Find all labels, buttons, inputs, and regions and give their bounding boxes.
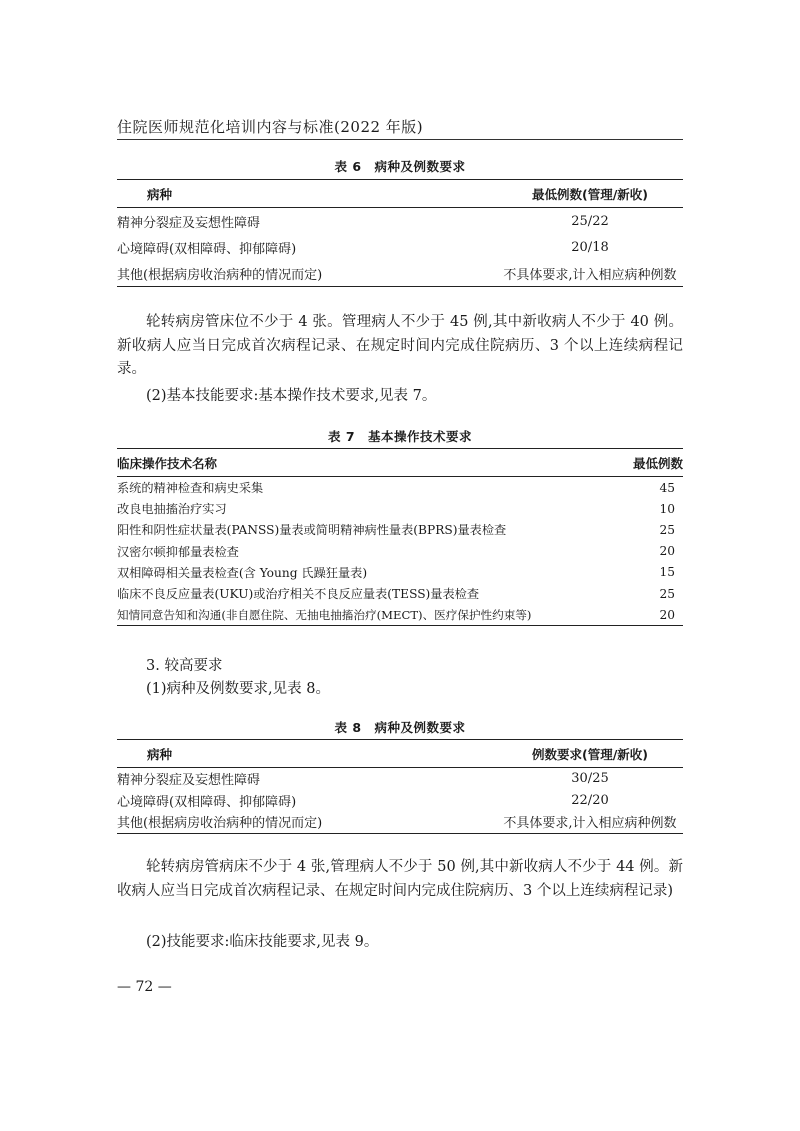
table8-cell: 其他(根据病房收治病种的情况而定) — [117, 811, 497, 833]
paragraph-disease-requirements: (1)病种及例数要求,见表 8。 — [146, 681, 330, 697]
table-row — [117, 519, 683, 540]
table8-cell: 心境障碍(双相障碍、抑郁障碍) — [117, 794, 297, 810]
table-row — [117, 604, 683, 626]
table7-cell: 系统的精神检查和病史采集 — [117, 481, 264, 496]
table7-header-technique: 临床操作技术名称 — [117, 449, 613, 477]
table6-cell: 25/22 — [571, 213, 609, 229]
table-row — [117, 234, 683, 260]
table-row — [117, 260, 683, 287]
table6-cell: 其他(根据病房收治病种的情况而定) — [117, 260, 497, 287]
table-row — [117, 790, 683, 812]
page-number: — 72 — — [117, 979, 172, 995]
section-heading-advanced: 3. 较高要求 — [146, 658, 223, 674]
paragraph-clinical-skills: (2)技能要求:临床技能要求,见表 9。 — [146, 934, 379, 950]
table7-header-count: 最低例数 — [613, 449, 683, 477]
paragraph-ward-requirements: 轮转病房管床位不少于 4 张。管理病人不少于 45 例,其中新收病人不少于 40 例。新收病人应当日完成首次病程记录、在规定时间内完成住院病历、3 个以上连续病程记录。 — [117, 314, 683, 377]
table7-cell: 20 — [613, 604, 683, 626]
table6 — [117, 179, 683, 287]
table-row — [117, 477, 683, 499]
table7-cell: 45 — [659, 480, 675, 495]
table6-cell: 精神分裂症及妄想性障碍 — [117, 215, 261, 231]
paragraph-basic-skills: (2)基本技能要求:基本操作技术要求,见表 7。 — [146, 388, 437, 404]
table8 — [117, 739, 683, 834]
table8-cell: 精神分裂症及妄想性障碍 — [117, 773, 261, 789]
table7-cell: 阳性和阴性症状量表(PANSS)量表或简明精神病性量表(BPRS)量表检查 — [117, 523, 507, 538]
table6-cell: 不具体要求,计入相应病种例数 — [497, 260, 683, 287]
table7-cell: 10 — [659, 501, 675, 516]
table7-cell: 25 — [659, 522, 675, 537]
table6-caption: 表 6 病种及例数要求 — [334, 159, 466, 174]
table7-cell: 15 — [659, 565, 675, 580]
paragraph-advanced-ward-requirements: 轮转病房管病床不少于 4 张,管理病人不少于 50 例,其中新收病人不少于 44 例。新收病人应当日完成首次病程记录、在规定时间内完成住院病历、3 个以上连续病程记录) — [117, 859, 683, 899]
table7-cell: 20 — [659, 544, 675, 559]
running-head: 住院医师规范化培训内容与标准(2022 年版) — [117, 118, 424, 136]
table-row — [117, 768, 683, 790]
table6-cell: 心境障碍(双相障碍、抑郁障碍) — [117, 241, 297, 257]
table6-header-disease: 病种 — [117, 180, 497, 208]
table7-cell: 改良电抽搐治疗实习 — [117, 502, 227, 517]
table7-cell: 汉密尔顿抑郁量表检查 — [117, 544, 239, 559]
table8-cell: 22/20 — [571, 792, 609, 808]
table7-cell: 知情同意告知和沟通(非自愿住院、无抽电抽搐治疗(MECT)、医疗保护性约束等) — [117, 604, 613, 626]
table8-header-count: 例数要求(管理/新收) — [497, 740, 683, 768]
table-row — [117, 541, 683, 562]
table7-cell: 临床不良反应量表(UKU)或治疗相关不良反应量表(TESS)量表检查 — [117, 587, 480, 602]
table8-caption: 表 8 病种及例数要求 — [334, 720, 466, 735]
table6-cell: 20/18 — [571, 239, 609, 255]
table8-header-disease: 病种 — [117, 740, 497, 768]
table-row — [117, 562, 683, 583]
table-row — [117, 498, 683, 519]
table8-cell: 30/25 — [571, 771, 609, 787]
table6-header-count: 最低例数(管理/新收) — [497, 180, 683, 208]
table-row — [117, 583, 683, 604]
table8-cell: 不具体要求,计入相应病种例数 — [497, 811, 683, 833]
table7-caption: 表 7 基本操作技术要求 — [327, 429, 473, 444]
table-row — [117, 208, 683, 235]
header-rule — [117, 139, 683, 140]
table7-cell: 25 — [659, 586, 675, 601]
table7 — [117, 448, 683, 626]
table7-cell: 双相障碍相关量表检查(含 Young 氏躁狂量表) — [117, 565, 368, 580]
table-row — [117, 811, 683, 833]
